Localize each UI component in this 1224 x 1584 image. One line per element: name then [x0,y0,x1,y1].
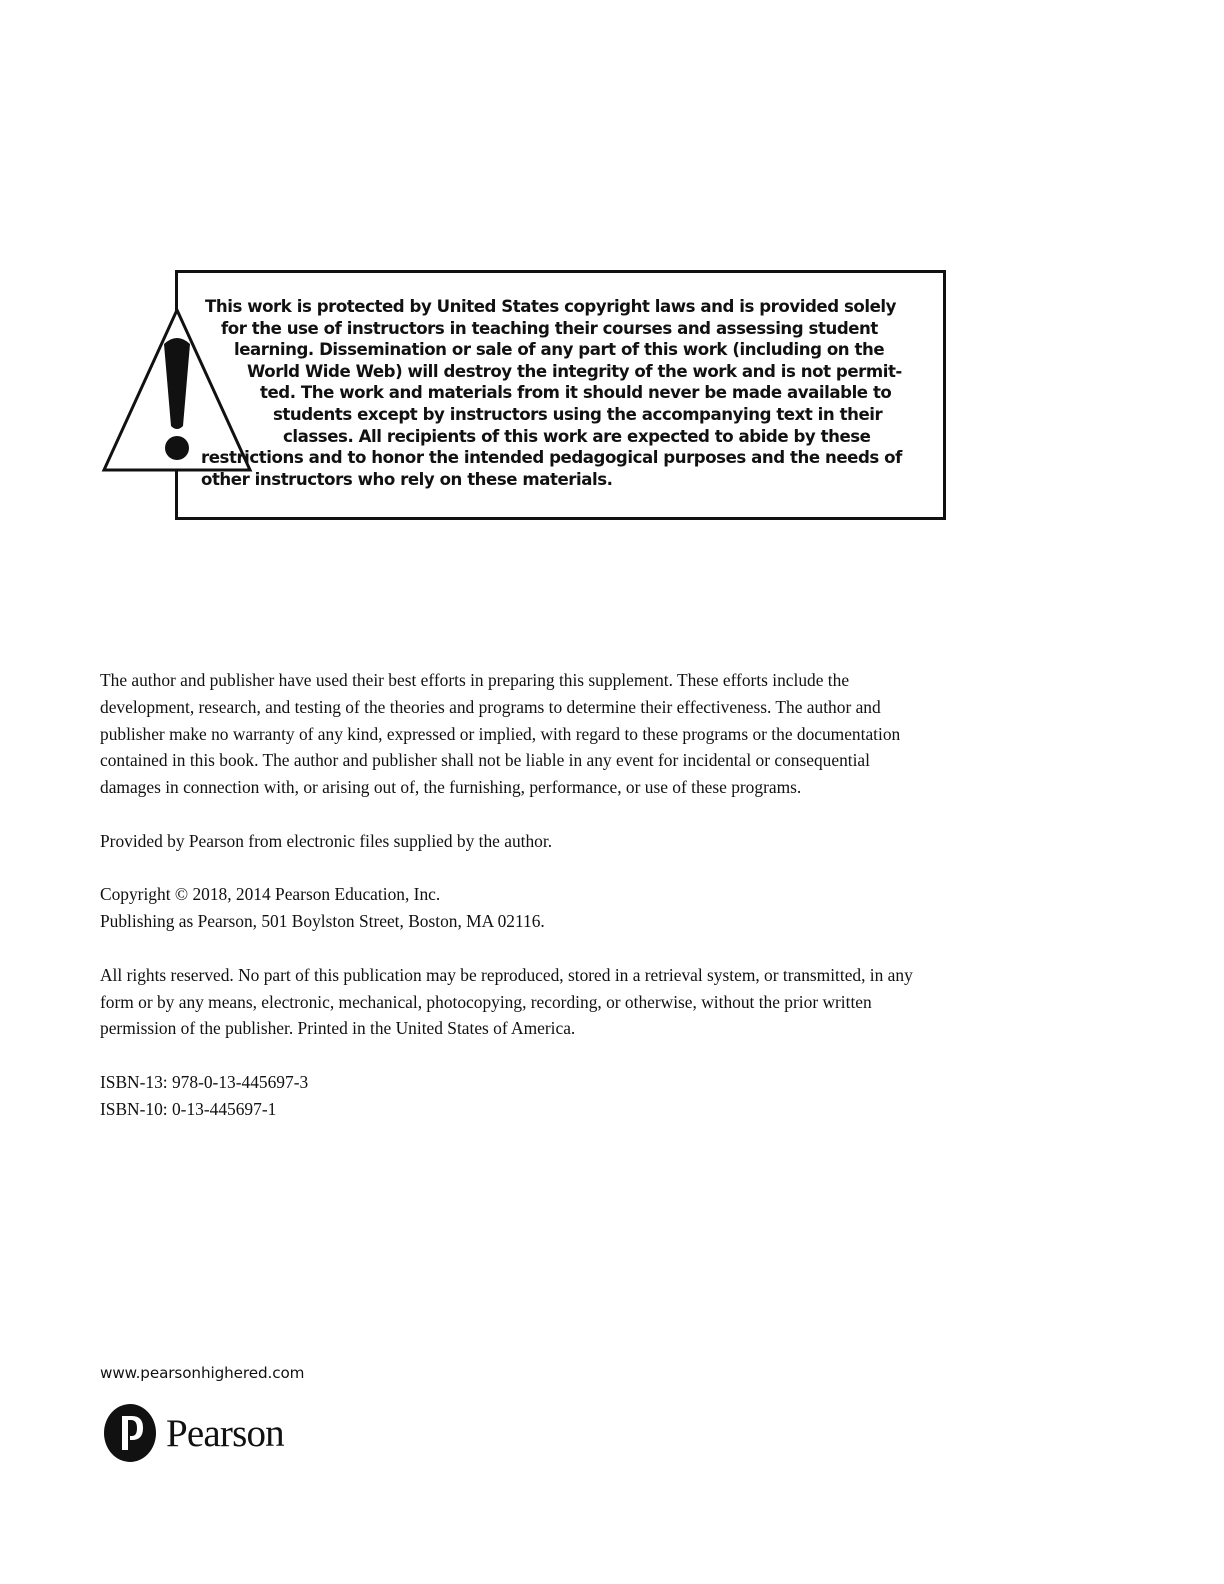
warning-line: students except by instructors using the accompanying text in their [273,404,883,424]
warning-line: restrictions and to honor the intended pedagogical purposes and the needs of [201,448,902,468]
warning-line: World Wide Web) will destroy the integrity of the work and is not permit- [247,361,902,381]
copyright-paragraph [100,881,1060,935]
publisher-website: www.pearsonhighered.com [100,1364,305,1382]
warning-line: learning. Dissemination or sale of any part of this work (including on the [234,340,885,360]
rights-line: form or by any means, electronic, mechanical, photocopying, recording, or otherwise, without the prior written [100,991,872,1012]
copyright-text: Copyright © 2018, 2014 Pearson Education, Inc. [100,884,441,905]
rights-line: permission of the publisher. Printed in the United States of America. [100,1018,576,1039]
warning-line: This work is protected by United States copyright laws and is provided solely [205,297,896,316]
warning-line: other instructors who rely on these materials. [201,469,613,489]
rights-paragraph [100,962,1060,1042]
copyright-warning [100,270,950,524]
pearson-logo [103,1403,284,1463]
isbn-10: ISBN-10: 0-13-445697-1 [100,1098,277,1119]
publisher-address: Publishing as Pearson, 501 Boylston Street, Boston, MA 02116. [100,911,545,932]
warning-line: ted. The work and materials from it should never be made available to [260,383,892,403]
disclaimer-line: damages in connection with, or arising out of, the furnishing, performance, or use of these programs. [100,777,802,798]
disclaimer-line: development, research, and testing of the theories and programs to determine their effectiveness. The author and [100,696,881,717]
provided-by-text: Provided by Pearson from electronic files supplied by the author. [100,830,553,851]
warning-line: classes. All recipients of this work are expected to abide by these [283,426,871,446]
disclaimer-paragraph [100,667,1060,801]
rights-line: All rights reserved. No part of this publication may be reproduced, stored in a retrieval system, or transmitted, in any [100,964,913,985]
disclaimer-line: The author and publisher have used their best efforts in preparing this supplement. These efforts include the [100,670,850,690]
isbn-13: ISBN-13: 978-0-13-445697-3 [100,1071,309,1092]
warning-line: for the use of instructors in teaching their courses and assessing student [221,318,878,338]
disclaimer-line: contained in this book. The author and publisher shall not be liable in any event for incidental or consequential [100,750,870,771]
logo-wordmark: Pearson [166,1411,284,1455]
pearson-logo-icon [103,1403,157,1463]
warning-text [201,296,915,490]
isbn-paragraph [100,1069,1060,1123]
disclaimer-line: publisher make no warranty of any kind, expressed or implied, with regard to these programs or the documentation [100,723,901,744]
provided-by-paragraph [100,828,1060,855]
copyright-page-body [100,667,1060,1149]
